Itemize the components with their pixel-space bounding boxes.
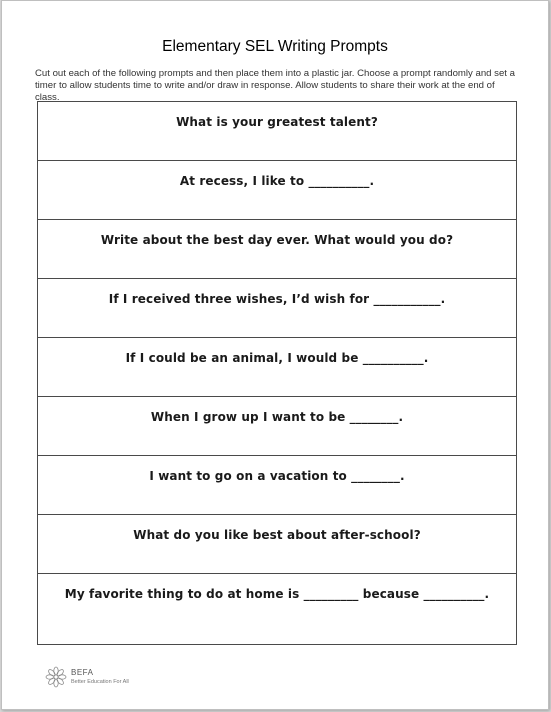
logo-tagline: Better Education For All	[71, 679, 129, 685]
prompt-row	[38, 456, 516, 515]
flower-logo-icon	[44, 665, 68, 689]
prompt-row	[38, 102, 516, 161]
prompt-text: At recess, I like to __________.	[179, 174, 375, 188]
prompt-row	[38, 574, 516, 645]
prompt-text: My favorite thing to do at home is _________ because __________.	[64, 587, 490, 601]
page-title: Elementary SEL Writing Prompts	[162, 38, 388, 55]
prompt-row	[38, 397, 516, 456]
logo-text	[71, 668, 129, 686]
instructions-text: Cut out each of the following prompts and then place them into a plastic jar. Choose a prompt randomly and set a timer to allow students time to write and/or draw in response. Allow students to share their work at the end of class.	[35, 68, 515, 103]
prompt-text: What do you like best about after-school?	[133, 528, 421, 542]
prompt-text: If I received three wishes, I’d wish for ___________.	[108, 292, 446, 306]
prompt-row	[38, 515, 516, 574]
prompt-table	[37, 101, 517, 645]
befa-logo	[44, 665, 129, 689]
prompt-row	[38, 161, 516, 220]
prompt-text: When I grow up I want to be ________.	[150, 410, 404, 424]
prompt-row	[38, 220, 516, 279]
prompt-row	[38, 338, 516, 397]
logo-name: BEFA	[71, 668, 94, 677]
prompt-text: What is your greatest talent?	[176, 115, 378, 129]
document-page	[1, 0, 549, 710]
prompt-text: If I could be an animal, I would be __________.	[125, 351, 429, 365]
prompt-text: I want to go on a vacation to ________.	[149, 469, 405, 483]
prompt-row	[38, 279, 516, 338]
prompt-text: Write about the best day ever. What would you do?	[100, 233, 454, 247]
